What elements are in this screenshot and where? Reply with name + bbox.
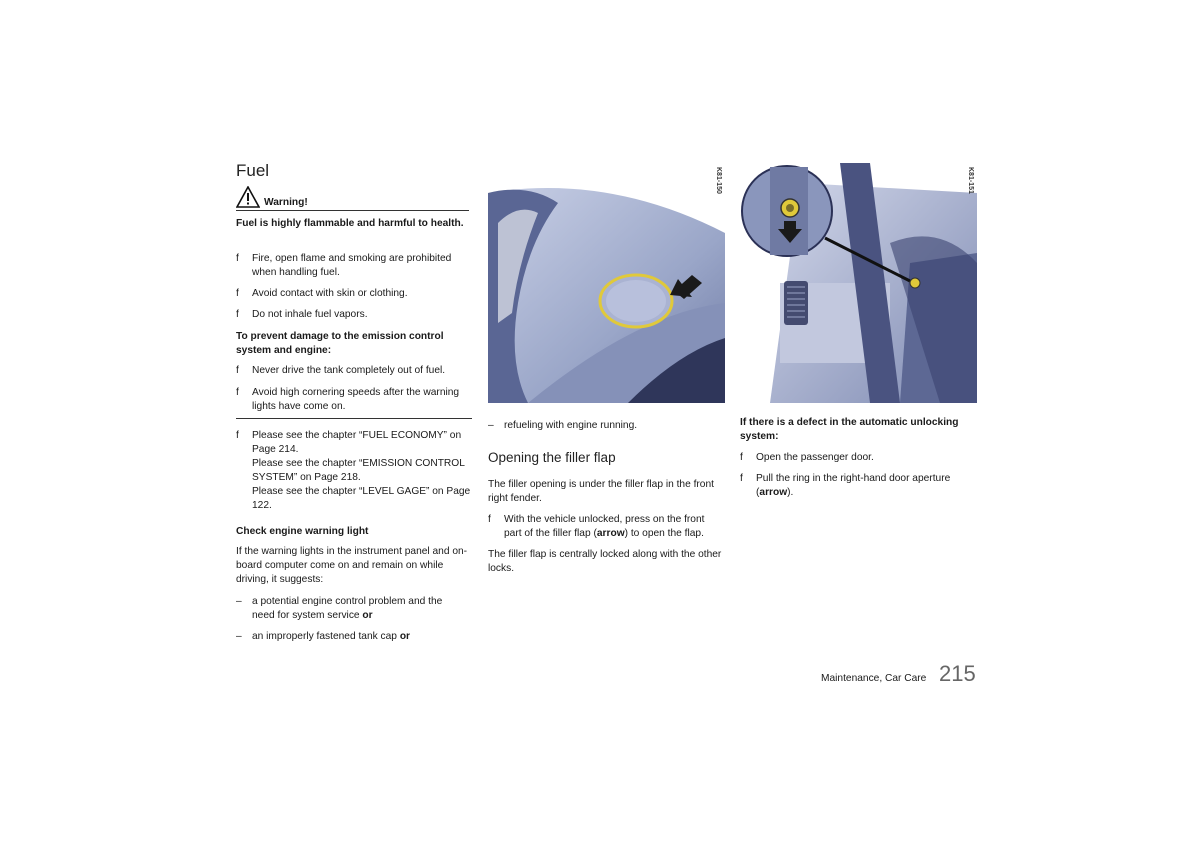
filler-paragraph-2: The filler flap is centrally locked along with the other locks. [488,549,722,574]
bullet-glyph: f [236,365,239,376]
filler-flap-heading: Opening the filler flap [488,450,616,465]
warning-headline: Fuel is highly flammable and harmful to health. [236,218,464,229]
figure-door-aperture [740,163,977,403]
warning-bottom-rule [236,418,472,419]
warning-triangle-icon [236,186,260,208]
filler-paragraph-1: The filler opening is under the filler flap in the front right fender. [488,479,714,504]
reference-level-gage: Please see the chapter “LEVEL GAGE” on Page 122. [252,486,471,511]
page-title: Fuel [236,161,270,180]
warning-label: Warning! [264,197,308,208]
dash-glyph: – [488,420,494,431]
figure-fuel-flap [488,163,725,403]
dash-glyph: – [236,596,242,607]
bullet-glyph: f [488,514,491,525]
bullet-glyph: f [236,288,239,299]
bullet-glyph: f [236,253,239,264]
defect-heading: If there is a defect in the automatic unlocking system: [740,417,959,442]
warning-top-rule [236,210,469,211]
bullet-glyph: f [236,309,239,320]
footer-section: Maintenance, Car Care [821,673,927,684]
bullet-glyph: f [236,430,239,441]
check-engine-heading: Check engine warning light [236,526,369,537]
figure-code-k81-150: K81-150 [715,167,722,194]
check-engine-paragraph: If the warning lights in the instrument panel and on-board computer come on and remain on while driving, it suggests: [236,546,468,585]
bullet-glyph: f [740,452,743,463]
page-number: 215 [939,661,976,686]
fuel-flap-illustration [488,163,725,403]
bullet-glyph: f [236,387,239,398]
dash-glyph: – [236,631,242,642]
damage-headline: To prevent damage to the emission control system and engine: [236,331,444,356]
bullet-glyph: f [740,473,743,484]
reference-fuel-economy: Please see the chapter “FUEL ECONOMY” on Page 214. [252,430,462,455]
figure-code-k81-151: K81-151 [967,167,974,194]
reference-emission-control: Please see the chapter “EMISSION CONTROL SYSTEM” on Page 218. [252,458,465,483]
door-aperture-illustration [740,163,977,403]
